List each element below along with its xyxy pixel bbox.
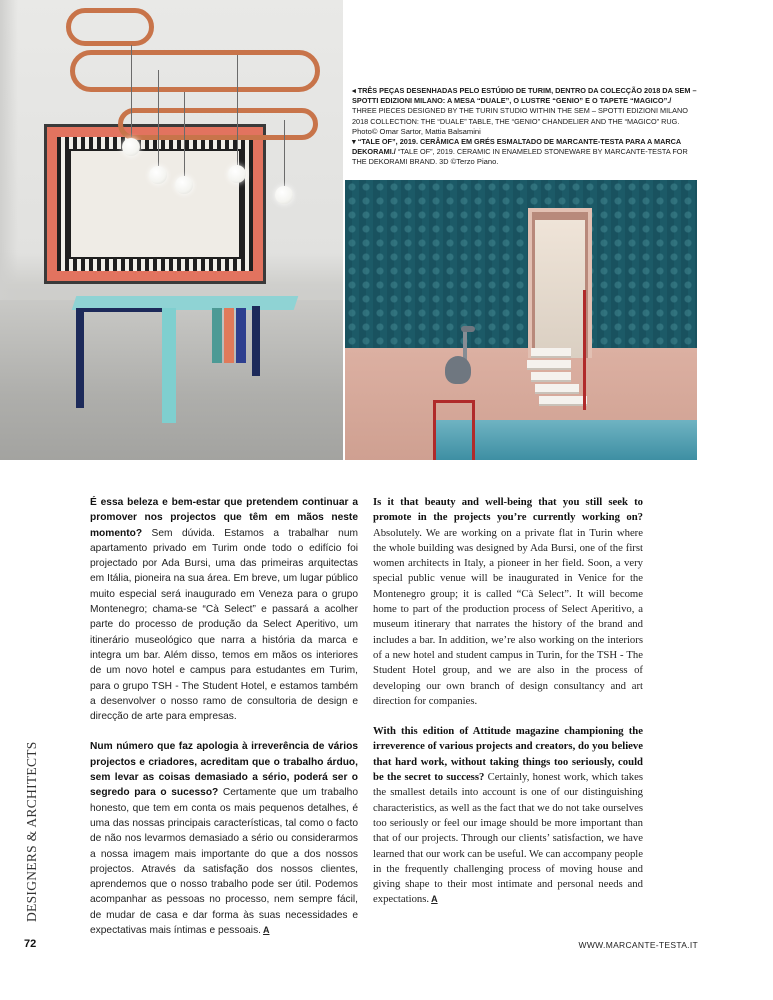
lamp-wire bbox=[237, 55, 238, 165]
globe-lamp bbox=[122, 138, 140, 156]
pool-rail bbox=[433, 400, 475, 403]
lamp-wire bbox=[158, 70, 159, 166]
marble-step bbox=[539, 396, 587, 406]
article-column-en bbox=[373, 495, 643, 923]
table-leg bbox=[76, 308, 84, 408]
caption-1-en: THREE PIECES DESIGNED BY THE TURIN STUDIO WITHIN THE SEM – SPOTTI EDIZIONI MILANO 2018 COLLECTION: THE “DUALE” TABLE, THE “GENIO” CHANDELIER AND THE “MAGICO” RUG. bbox=[352, 106, 688, 126]
paragraph-en-2 bbox=[373, 724, 643, 908]
table-leg bbox=[224, 308, 234, 363]
end-mark-icon: A bbox=[263, 925, 270, 936]
caption-1-pt: ◂ TRÊS PEÇAS DESENHADAS PELO ESTÚDIO DE TURIM, DENTRO DA COLECÇÃO 2018 DA SEM – SPOTTI EDIZIONI MILANO: A MESA “DUALE”, O LUSTRE “GENIO” E O TAPETE “MAGICO”./ bbox=[352, 86, 697, 106]
table-leg bbox=[212, 308, 222, 363]
genio-chandelier-loop-mid bbox=[70, 50, 320, 92]
photo-gallery-installation bbox=[0, 0, 343, 460]
heron-head bbox=[461, 326, 475, 332]
pool-rail bbox=[472, 400, 475, 460]
question-en-1: Is it that beauty and well-being that you still seek to promote in the projects you’re currently working on? bbox=[373, 496, 643, 524]
caption-2-en: “TALE OF”, 2019. CERAMIC IN ENAMELED STONEWARE BY MARCANTE-TESTA FOR THE DEKORAMI BRAND. 3D bbox=[352, 147, 688, 167]
page-number: 72 bbox=[24, 938, 37, 950]
pool-rail bbox=[433, 402, 436, 460]
article-column-pt bbox=[90, 495, 358, 953]
lamp-wire bbox=[131, 45, 132, 137]
stair-rail bbox=[583, 290, 586, 410]
table-leg bbox=[236, 308, 246, 363]
question-en-2: With this edition of Attitude magazine championing the irreverence of various projects and creators, do you believe that hard work, without taking things too seriously, could be the secret to success? bbox=[373, 725, 643, 784]
paragraph-en-1 bbox=[373, 495, 643, 709]
website-url: WWW.MARCANTE-TESTA.IT bbox=[578, 940, 698, 950]
marble-step bbox=[531, 372, 571, 382]
paragraph-pt-2 bbox=[90, 739, 358, 938]
globe-lamp bbox=[175, 176, 193, 194]
photo-caption bbox=[352, 86, 697, 168]
end-mark-icon: A bbox=[431, 894, 438, 905]
table-leg bbox=[162, 308, 176, 423]
table-rail bbox=[84, 308, 174, 312]
genio-chandelier-loop-top bbox=[66, 8, 154, 46]
caption-2-credit: ©Terzo Piano. bbox=[448, 157, 499, 167]
photo-tale-of-pool bbox=[345, 180, 697, 460]
answer-pt-2: Certamente que um trabalho honesto, que tem em conta os mais pequenos detalhes, é uma das nossas principais características, tal como o facto de não nos levarmos demasiado a sério ou considerarmos a nossa imagem mais importante do que a dos nossos projectos. Através da satisfação dos nossos clientes, aprendemos que o nosso trabalho pode ser útil. Podemos acompanhar as pessoas no processo, nem sempre fácil, de mudar de casa e dar forma às suas necessidades e expectativas mais íntimas e pessoais. bbox=[90, 787, 358, 937]
answer-en-1: Absolutely. We are working on a private flat in Turin where the whole building was designed by Ada Bursi, one of the first women architects in Italy, a pioneer in her field. Soon, a very special public venue will be inaugurated in Venice for the Montenegro group; it is called “Cà Select”. It will become home to part of the production process of Select Aperitivo, a museum itinerary that narrates the history of the brand and includes a bar. In addition, we’re also working on the interiors of a new hotel and student campus in Turin, for the TSH - The Student Hotel group, and we are also in the process of developing our own branch of design consultancy and art direction for companies. bbox=[373, 526, 643, 707]
answer-en-2: Certainly, honest work, which takes the smallest details into account is one of our distinguishing characteristics, as well as the fact that we do not take ourselves too seriously or feel our image should be more important than that of our projects. Through our clients’ satisfaction, we have learned that our work can be useful. We can accompany people in the frequently challenging process of moving house and giving shape to their most intimate and personal needs and expectations. bbox=[373, 771, 643, 906]
globe-lamp bbox=[228, 165, 246, 183]
question-pt-1: É essa beleza e bem-estar que pretendem continuar a promover nos projectos que têm em mãos neste momento? bbox=[90, 497, 358, 539]
wall-shadow bbox=[0, 0, 18, 300]
page-margin bbox=[697, 180, 773, 460]
heron bbox=[445, 356, 471, 384]
lamp-wire bbox=[284, 120, 285, 186]
caption-1-credit: Photo© Omar Sartor, Mattia Balsamini bbox=[352, 126, 481, 136]
caption-2-pt: ▾ “TALE OF”, 2019. CERÂMICA EM GRÉS ESMALTADO DE MARCANTE-TESTA PARA A MARCA DEKORAMI./ bbox=[352, 137, 681, 157]
marble-step bbox=[535, 384, 579, 394]
heron-neck bbox=[463, 330, 467, 360]
table-leg bbox=[252, 306, 260, 376]
paragraph-pt-1 bbox=[90, 495, 358, 724]
globe-lamp bbox=[149, 166, 167, 184]
globe-lamp bbox=[275, 186, 293, 204]
section-label: DESIGNERS & ARCHITECTS bbox=[24, 741, 39, 922]
magico-rug bbox=[44, 124, 266, 284]
marble-step bbox=[527, 360, 571, 370]
genio-chandelier-loop-low bbox=[118, 108, 318, 140]
lamp-wire bbox=[184, 92, 185, 176]
answer-pt-1: Sem dúvida. Estamos a trabalhar num apartamento privado em Turim onde todo o edifício foi projectado por Ada Bursi, uma das primeiras arquitectas em Itália, pioneira na sua área. Em breve, um lugar público muito especial será inaugurado em Veneza para o grupo Montenegro; chama-se “Cà Select” e passará a acolher parte do processo de produção da Select Aperitivo, um itinerário museológico que narra a história da marca e integra um bar. Além disso, temos em mãos os interiores de um novo hotel e campus para estudantes em Turim, para o grupo TSH - The Student Hotel, e estamos também a desenvolver o nosso ramo de consultoria de design e direcção de arte para empresas. bbox=[90, 527, 358, 723]
niche-interior bbox=[535, 220, 585, 358]
question-pt-2: Num número que faz apologia à irreverência de vários projectos e criadores, acreditam que o trabalho árduo, sem levar as coisas demasiado a sério, poderá ser o segredo para o sucesso? bbox=[90, 741, 358, 799]
marble-step bbox=[531, 348, 571, 358]
